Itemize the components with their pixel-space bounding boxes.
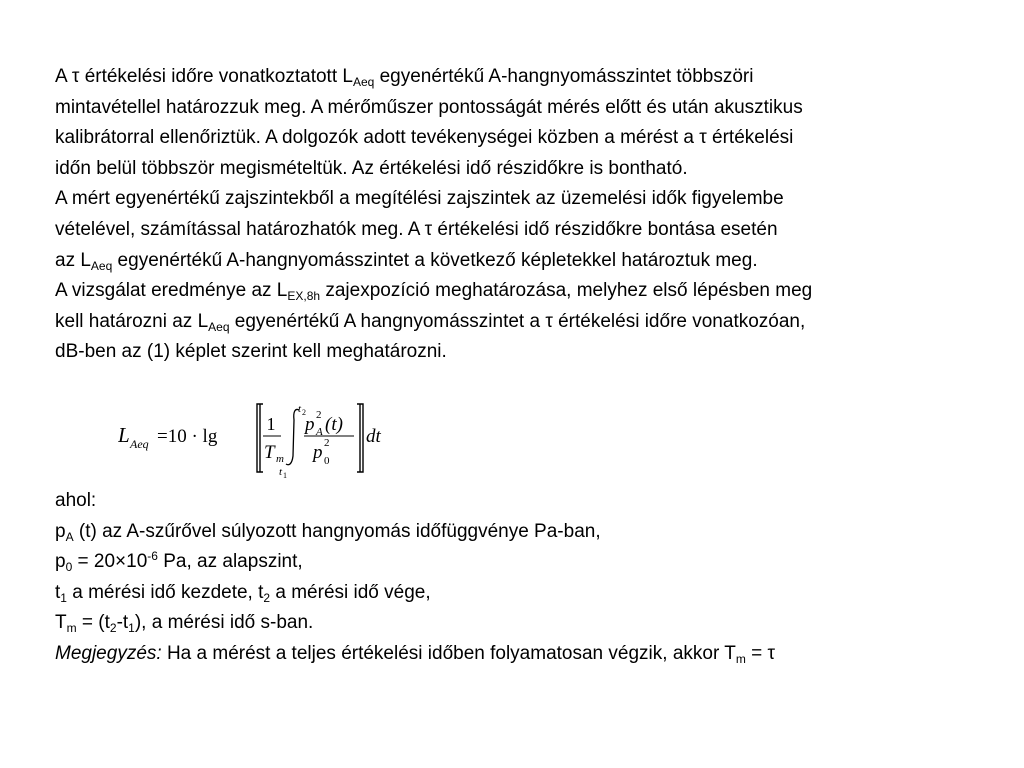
formula-upper-limit: t [298, 403, 302, 415]
formula-numerator-symbol: p [305, 414, 315, 435]
laeq-formula [118, 398, 388, 478]
note-label: Megjegyzés: [55, 642, 162, 664]
formula-equals-log: =10 · lg [157, 426, 218, 447]
formula-denominator-exponent: 2 [324, 437, 330, 449]
definition-p0: $p_0 = 20\times 10^{-6}$ Pa, az alapszint, [55, 549, 303, 575]
definitions-heading: ahol: [55, 490, 97, 511]
intro-paragraph [55, 62, 990, 368]
definition-tm: $T_m = (t_2-t_1)$, a mérési idő s-ban. [55, 612, 314, 636]
text-line: vételével, számítással határozhatók meg. A τ értékelési idő részidőkre bontása esetén [55, 218, 778, 240]
formula-denominator-symbol: p [313, 442, 323, 463]
formula-left-bracket [257, 404, 263, 472]
text-line: az $L_{Aeq}$ egyenértékű A-hangnyomásszintet a következő képletekkel határoztuk meg. [55, 249, 758, 273]
definition-pa: $p_A$ (t) az A-szűrővel súlyozott hangnyomás időfüggvénye Pa-ban, [55, 520, 601, 544]
formula-numerator-subscript: A [316, 426, 323, 438]
formula-numerator-argument: (t) [325, 414, 343, 435]
text-line: időn belül többször megismételtük. Az értékelési idő részidőkre is bontható. [55, 157, 688, 179]
formula-period-symbol: T [264, 442, 275, 463]
formula-denominator-subscript: 0 [324, 455, 330, 467]
definitions [55, 486, 990, 670]
text-line: kalibrátorral ellenőriztük. A dolgozók adott tevékenységei közben a mérést a τ értékelési [55, 127, 794, 149]
text-line: A vizsgálat eredménye az $L_{EX,8h}$ zajexpozíció meghatározása, melyhez első lépésben meg [55, 280, 813, 304]
text-line: dB-ben az (1) képlet szerint kell meghatározni. [55, 341, 447, 363]
formula-differential: dt [366, 426, 381, 447]
text-line: A mért egyenértékű zajszintekből a megítélési zajszintek az üzemelési idők figyelembe [55, 188, 784, 210]
formula-numerator-exponent: 2 [316, 409, 322, 421]
formula-integral-sign [286, 409, 299, 464]
text-line: A τ értékelési időre vonatkoztatott $L_{Aeq}$ egyenértékű A-hangnyomásszintet többszöri [55, 66, 754, 89]
formula-one: 1 [266, 414, 276, 434]
formula-lhs-symbol: L [118, 423, 130, 447]
formula-right-bracket [357, 404, 363, 472]
formula-lower-limit-subscript: 1 [283, 471, 287, 478]
note-line: Megjegyzés: Ha a mérést a teljes értékelési időben folyamatosan végzik, akkor $T_m = \tau$ [55, 642, 775, 666]
definition-t1-t2: $t_1$ a mérési idő kezdete, $t_2$ a mérési idő vége, [55, 581, 431, 605]
text-line: kell határozni az $L_{Aeq}$ egyenértékű A hangnyomásszintet a τ értékelési időre vonatkozóan, [55, 310, 806, 334]
formula-lhs-subscript: Aeq [130, 437, 149, 451]
formula-upper-limit-subscript: 2 [302, 408, 306, 417]
formula-period-subscript: m [276, 453, 284, 465]
formula-lower-limit: t [279, 466, 283, 478]
text-line: mintavétellel határozzuk meg. A mérőműszer pontosságát mérés előtt és után akusztikus [55, 96, 803, 118]
